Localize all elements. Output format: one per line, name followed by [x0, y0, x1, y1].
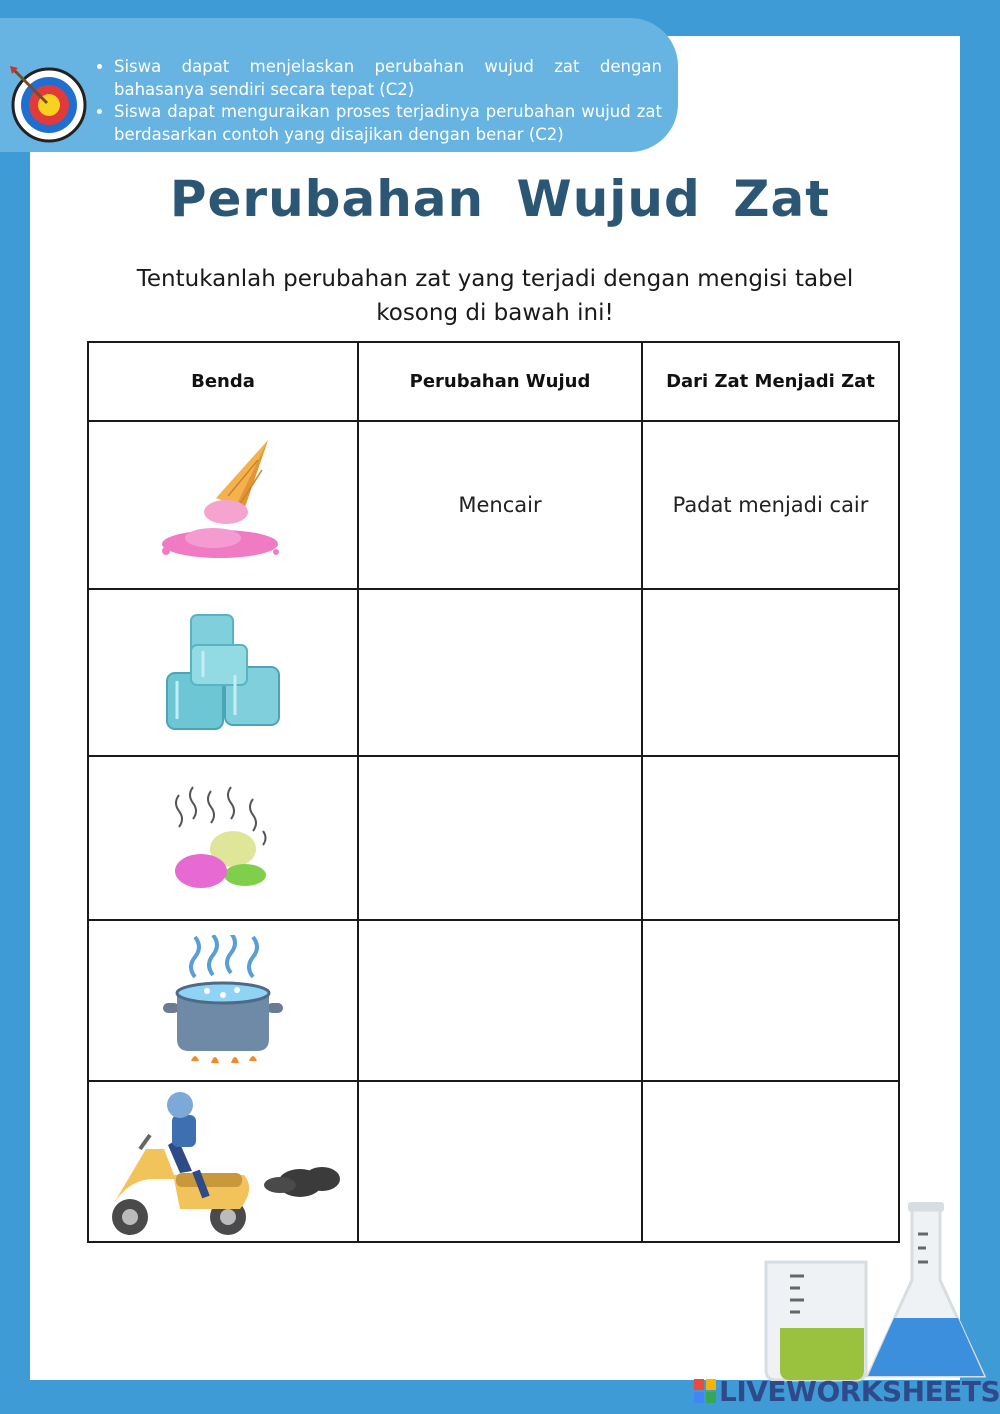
- benda-cell: [88, 589, 358, 756]
- table-row: [88, 589, 899, 756]
- target-icon: [10, 66, 88, 144]
- benda-cell: [88, 756, 358, 920]
- objective-item: • Siswa dapat menguraikan proses terjadinya perubahan wujud zat berdasarkan contoh yang disajikan dengan benar (C2): [114, 101, 662, 146]
- melting-ice-cream-icon: [158, 440, 288, 570]
- table-row: [88, 756, 899, 920]
- benda-cell: [88, 1081, 358, 1242]
- perubahan-wujud-cell[interactable]: [358, 756, 642, 920]
- dari-zat-menjadi-zat-cell[interactable]: [642, 589, 899, 756]
- benda-cell: [88, 920, 358, 1081]
- dari-zat-menjadi-zat-cell[interactable]: [642, 920, 899, 1081]
- lab-glassware-icon: [760, 1198, 990, 1388]
- scooter-rider-icon: [100, 1087, 346, 1237]
- header-perubahan-wujud: Perubahan Wujud: [358, 342, 642, 421]
- perubahan-wujud-cell[interactable]: [358, 920, 642, 1081]
- watermark-text: LIVEWORKSHEETS: [719, 1374, 1000, 1408]
- benda-cell: [88, 421, 358, 589]
- dari-zat-menjadi-zat-cell[interactable]: Padat menjadi cair: [642, 421, 899, 589]
- watermark: [694, 1374, 1000, 1408]
- perubahan-wujud-cell[interactable]: [358, 589, 642, 756]
- perubahan-wujud-cell[interactable]: [358, 1081, 642, 1242]
- boiling-pot-icon: [161, 935, 285, 1067]
- mothballs-icon: [173, 779, 273, 897]
- table-header-row: [88, 342, 899, 421]
- dari-zat-menjadi-zat-cell[interactable]: [642, 756, 899, 920]
- instruction-text: Tentukanlah perubahan zat yang terjadi dengan mengisi tabel kosong di bawah ini!: [136, 266, 854, 326]
- learning-objectives-banner: [0, 18, 678, 152]
- header-benda: Benda: [88, 342, 358, 421]
- objectives-list: [92, 56, 662, 146]
- ice-cubes-icon: [163, 611, 283, 735]
- table-row: [88, 421, 899, 589]
- header-dari-zat-menjadi-zat: Dari Zat Menjadi Zat: [642, 342, 899, 421]
- page-title: Perubahan Wujud Zat: [169, 170, 831, 228]
- table-row: [88, 920, 899, 1081]
- answer-table: [87, 341, 900, 1243]
- liveworksheets-logo-icon: [694, 1379, 716, 1403]
- perubahan-wujud-cell[interactable]: Mencair: [358, 421, 642, 589]
- objective-item: • Siswa dapat menjelaskan perubahan wujud zat dengan bahasanya sendiri secara tepat (C2): [114, 56, 662, 101]
